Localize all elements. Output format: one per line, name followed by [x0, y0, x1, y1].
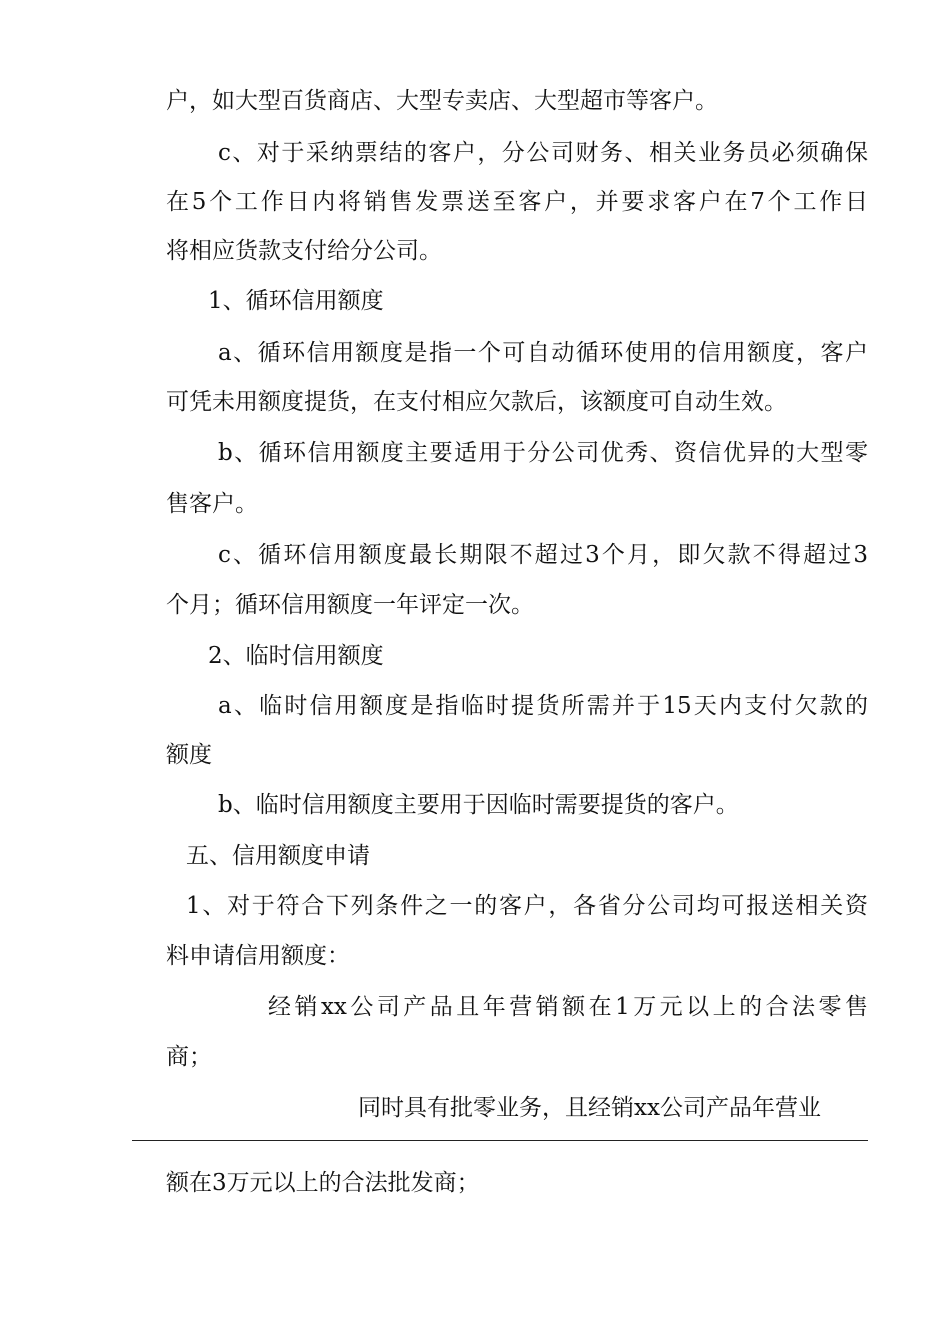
- paragraph-line: 个月；循环信用额度一年评定一次。: [166, 592, 534, 618]
- paragraph-line: a、临时信用额度是指临时提货所需并于15天内支付欠款的: [218, 693, 868, 719]
- paragraph-line: b、循环信用额度主要适用于分公司优秀、资信优异的大型零: [218, 440, 868, 466]
- list-item-line: 经销xx公司产品且年营销额在1万元以上的合法零售: [268, 994, 868, 1020]
- paragraph-line: 1、对于符合下列条件之一的客户，各省分公司均可报送相关资: [186, 893, 868, 919]
- paragraph-line: 额在3万元以上的合法批发商；: [166, 1170, 480, 1196]
- paragraph-line: a、循环信用额度是指一个可自动循环使用的信用额度，客户: [218, 340, 868, 366]
- paragraph-line: c、循环信用额度最长期限不超过3个月，即欠款不得超过3: [218, 542, 868, 568]
- paragraph-line: 户，如大型百货商店、大型专卖店、大型超市等客户。: [166, 88, 718, 114]
- paragraph-line: 将相应货款支付给分公司。: [166, 238, 442, 264]
- paragraph-line: c、对于采纳票结的客户，分公司财务、相关业务员必须确保: [218, 140, 868, 166]
- list-item-line: 同时具有批零业务，且经销xx公司产品年营业: [358, 1095, 821, 1121]
- section-heading: 五、信用额度申请: [186, 843, 370, 869]
- section-heading: 1、循环信用额度: [208, 288, 384, 314]
- paragraph-line: b、临时信用额度主要用于因临时需要提货的客户。: [218, 792, 739, 818]
- section-heading: 2、临时信用额度: [208, 643, 384, 669]
- paragraph-line: 售客户。: [166, 491, 258, 517]
- list-item-line: 商；: [166, 1044, 212, 1070]
- page-divider: [132, 1140, 868, 1141]
- paragraph-line: 在5个工作日内将销售发票送至客户，并要求客户在7个工作日: [166, 189, 868, 215]
- paragraph-line: 料申请信用额度：: [166, 943, 350, 969]
- paragraph-line: 额度: [166, 742, 212, 768]
- paragraph-line: 可凭未用额度提货，在支付相应欠款后，该额度可自动生效。: [166, 389, 787, 415]
